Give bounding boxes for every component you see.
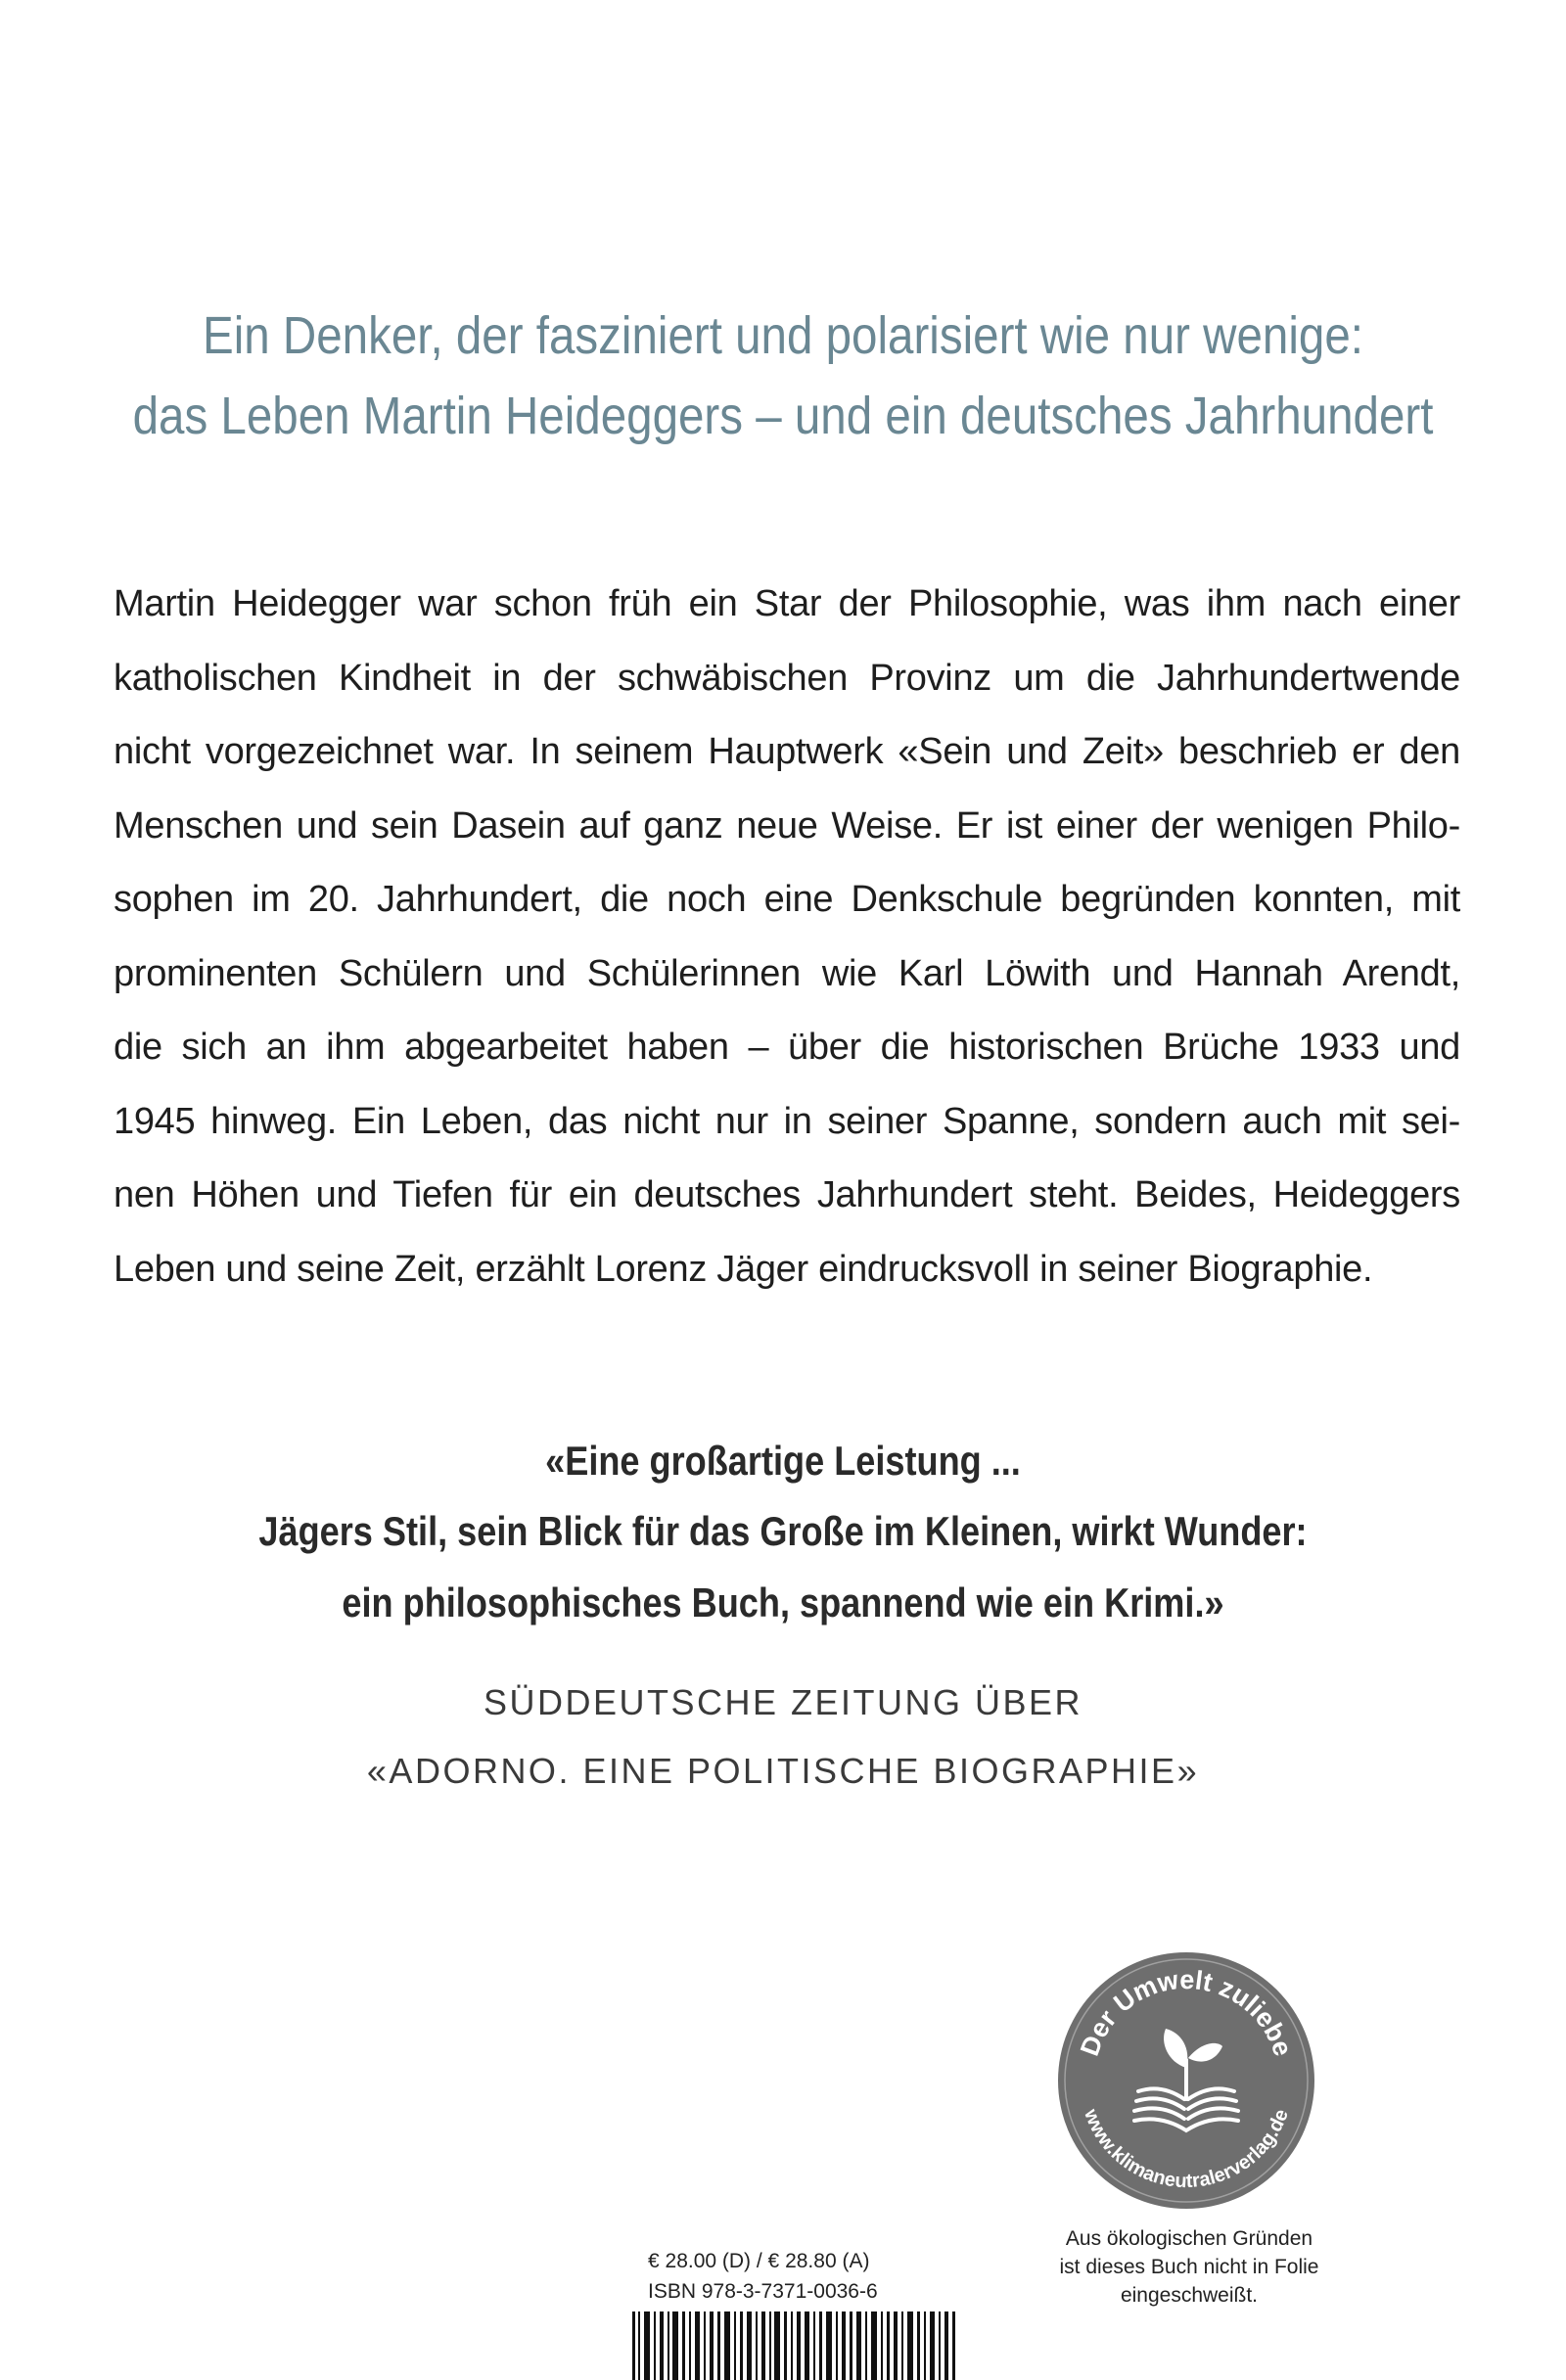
packaging-note-line-1: Aus ökologischen Gründen — [1065, 2227, 1313, 2250]
headline-line-1: Ein Denker, der fasziniert und polarisiert wie nur wenige: — [203, 306, 1363, 365]
packaging-note — [1018, 2224, 1360, 2310]
badge-top-text: Der Umwelt zuliebe — [1074, 1964, 1299, 2060]
quote-source-line-2: «ADORNO. EINE POLITISCHE BIOGRAPHIE» — [366, 1751, 1200, 1791]
quote-source-line-1: SÜDDEUTSCHE ZEITUNG ÜBER — [483, 1682, 1083, 1722]
climate-neutral-badge — [1058, 1952, 1314, 2209]
price-label: € 28.00 (D) / € 28.80 (A) — [648, 2250, 870, 2272]
packaging-note-line-2: ist dieses Buch nicht in Folie — [1059, 2256, 1319, 2278]
packaging-note-line-3: eingeschweißt. — [1120, 2284, 1259, 2307]
quote-line-2: Jägers Stil, sein Blick für das Große im Kleinen, wirkt Wunder: — [258, 1508, 1308, 1554]
blurb-line: 1945 hinweg. Ein Leben, das nicht nur in seiner Spanne, sondern auch mit sei- — [114, 1101, 1460, 1142]
blurb-line: die sich an ihm abgearbeitet haben – über die historischen Brüche 1933 und — [114, 1027, 1460, 1068]
isbn-label: ISBN 978-3-7371-0036-6 — [648, 2280, 878, 2303]
blurb-line: Leben und seine Zeit, erzählt Lorenz Jäger eindrucksvoll in seiner Biographie. — [114, 1249, 1373, 1290]
blurb-line: Menschen und sein Dasein auf ganz neue Weise. Er ist einer der wenigen Philo- — [114, 805, 1460, 847]
blurb-line: nen Höhen und Tiefen für ein deutsches Jahrhundert steht. Beides, Heideggers — [114, 1174, 1460, 1215]
blurb-line: prominenten Schülern und Schülerinnen wie Karl Löwith und Hannah Arendt, — [114, 953, 1460, 994]
headline-line-2: das Leben Martin Heideggers – und ein deutsches Jahrhundert — [132, 387, 1434, 445]
badge-bottom-text: www.klimaneutralerverlag.de — [1080, 2106, 1293, 2193]
barcode — [626, 2311, 969, 2380]
blurb-line: katholischen Kindheit in der schwäbischen Provinz um die Jahrhundertwende — [114, 658, 1460, 699]
blurb-line: Martin Heidegger war schon früh ein Star der Philosophie, was ihm nach einer — [114, 583, 1460, 624]
quote-line-3: ein philosophisches Buch, spannend wie ein Krimi.» — [342, 1579, 1224, 1625]
quote-line-1: «Eine großartige Leistung ... — [545, 1438, 1021, 1484]
blurb-line: nicht vorgezeichnet war. In seinem Hauptwerk «Sein und Zeit» beschrieb er den — [114, 731, 1460, 772]
blurb-line: sophen im 20. Jahrhundert, die noch eine Denkschule begründen konnten, mit — [114, 879, 1460, 920]
